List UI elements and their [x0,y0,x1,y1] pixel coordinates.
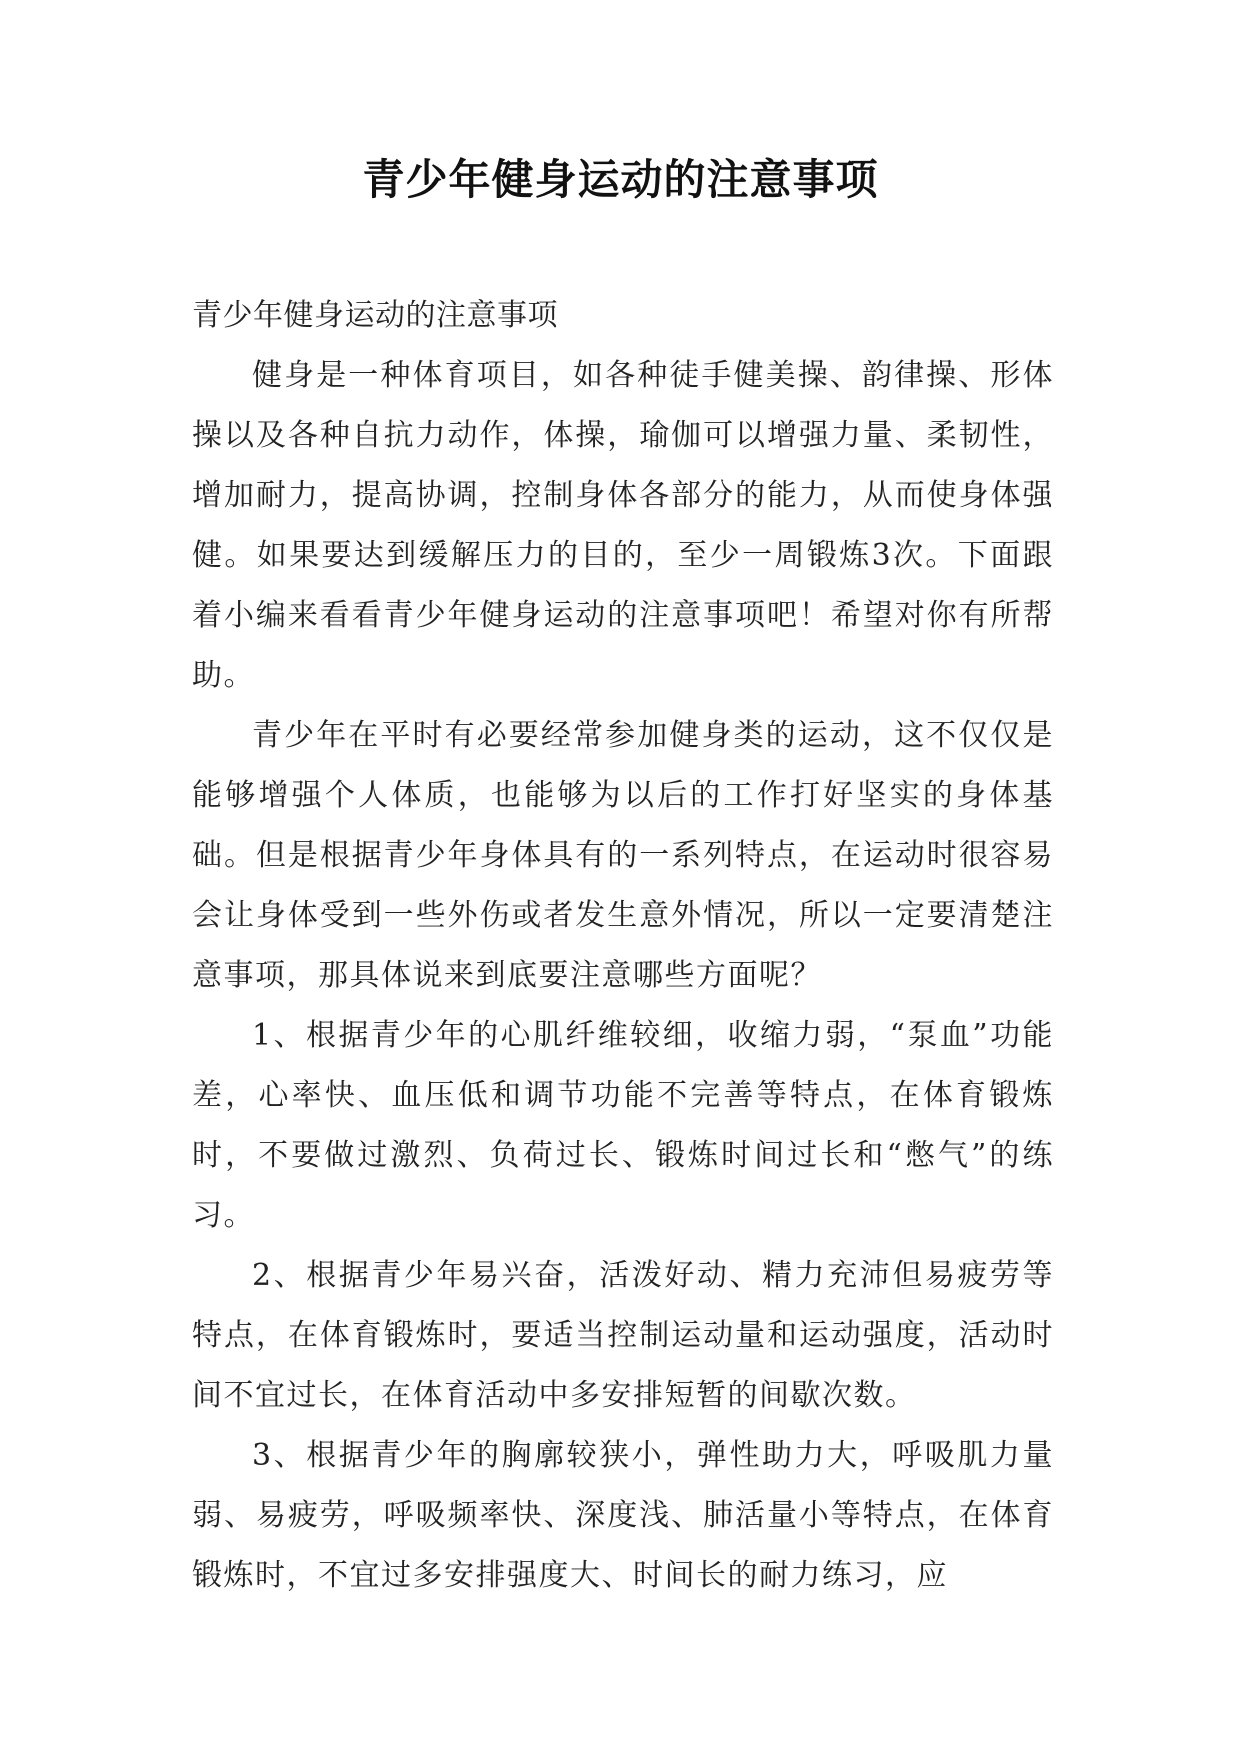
document-title: 青少年健身运动的注意事项 [362,155,879,204]
paragraph-point-3: 3、根据青少年的胸廓较狭小，弹性助力大，呼吸肌力量弱、易疲劳，呼吸频率快、深度浅、肺活量小等特点，在体育锻炼时，不宜过多安排强度大、时间长的耐力练习，应 [192,1438,1054,1593]
paragraph-overview: 青少年在平时有必要经常参加健身类的运动，这不仅仅是能够增强个人体质，也能够为以后的工作打好坚实的身体基础。但是根据青少年身体具有的一系列特点，在运动时很容易会让身体受到一些外伤或者发生意外情况，所以一定要清楚注意事项，那具体说来到底要注意哪些方面呢？ [192,718,1054,993]
paragraph-point-1: 1、根据青少年的心肌纤维较细，收缩力弱，“泵血”功能差，心率快、血压低和调节功能不完善等特点，在体育锻炼时，不要做过激烈、负荷过长、锻炼时间过长和“憋气”的练习。 [192,1018,1054,1233]
paragraph-point-2: 2、根据青少年易兴奋，活泼好动、精力充沛但易疲劳等特点，在体育锻炼时，要适当控制运动量和运动强度，活动时间不宜过长，在体育活动中多安排短暂的间歇次数。 [192,1258,1054,1413]
document-body [192,286,1054,1606]
document-subtitle: 青少年健身运动的注意事项 [192,298,558,333]
paragraph-intro: 健身是一种体育项目，如各种徒手健美操、韵律操、形体操以及各种自抗力动作，体操，瑜伽可以增强力量、柔韧性，增加耐力，提高协调，控制身体各部分的能力，从而使身体强健。如果要达到缓解压力的目的，至少一周锻炼3次。下面跟着小编来看看青少年健身运动的注意事项吧！希望对你有所帮助。 [192,358,1054,693]
